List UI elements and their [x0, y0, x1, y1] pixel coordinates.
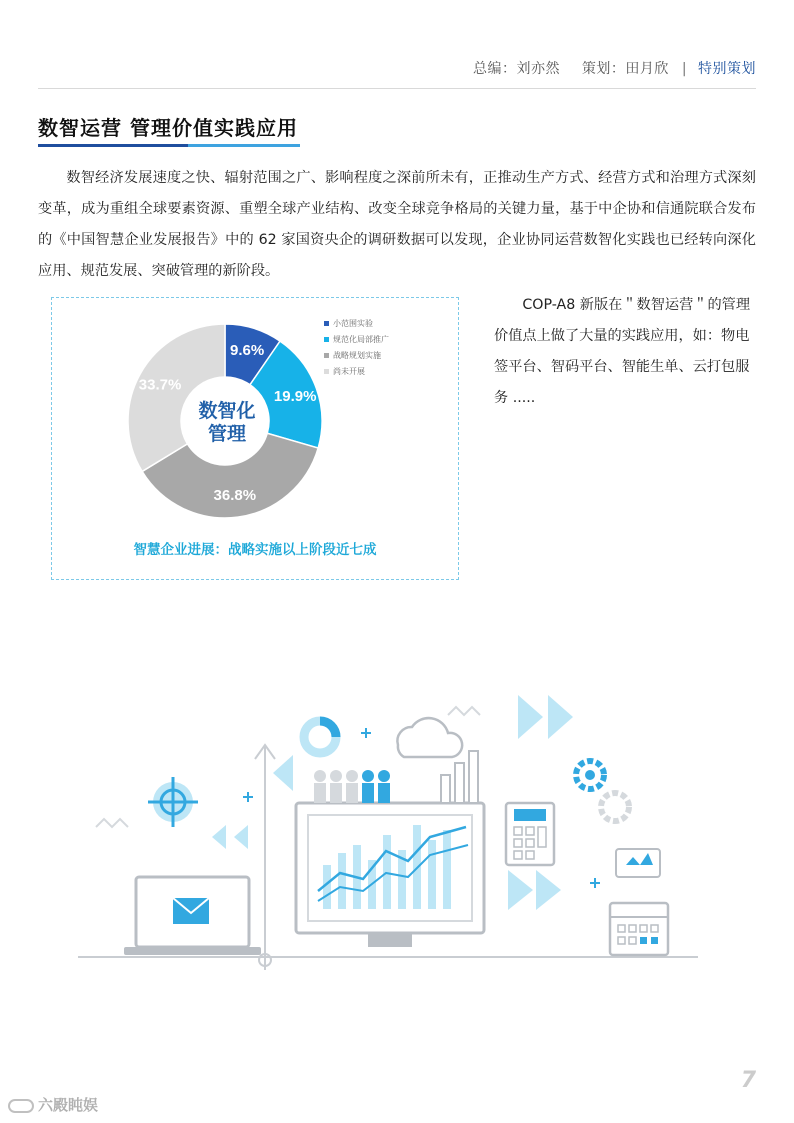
legend-label: 尚未开展 [333, 367, 365, 376]
legend-item [324, 364, 389, 380]
chart-legend [324, 316, 389, 380]
section-name: 特别策划 [698, 61, 756, 77]
page-number: 7 [740, 1068, 756, 1093]
legend-label: 小范围实验 [333, 319, 373, 328]
legend-swatch [324, 369, 329, 374]
title-underline [38, 144, 300, 147]
slice-label-0: 9.6% [230, 341, 265, 359]
data-analytics-illustration [78, 685, 708, 985]
legend-label: 规范化局部推广 [333, 335, 389, 344]
watermark-text: 六殿盹娱 [38, 1096, 99, 1114]
legend-item [324, 348, 389, 364]
slice-label-2: 36.8% [213, 486, 257, 504]
slice-label-1: 19.9% [273, 387, 317, 405]
watermark-logo-icon [8, 1099, 34, 1113]
article-title: 数智运营 管理价值实践应用 [38, 116, 298, 140]
header-separator: | [681, 61, 688, 77]
watermark [8, 1094, 98, 1115]
chart-center-label [186, 400, 268, 446]
center-label-line: 数智化 [198, 400, 256, 422]
chart-caption: 智慧企业进展：战略实施以上阶段近七成 [133, 542, 377, 558]
slice-label-3: 33.7% [138, 376, 182, 394]
legend-swatch [324, 321, 329, 326]
legend-label: 战略规划实施 [333, 351, 381, 360]
side-paragraph: COP-A8 新版在＂数智运营＂的管理价值点上做了大量的实践应用，如：物电签平台、智码平台、智能生单、云打包服务 ..... [494, 297, 751, 406]
page-header [473, 58, 756, 78]
legend-item [324, 332, 389, 348]
editor-credit: 总编：刘亦然 [472, 61, 560, 77]
header-rule [38, 88, 756, 89]
center-label-line: 管理 [207, 423, 246, 445]
legend-swatch [324, 337, 329, 342]
planner-credit: 策划：田月欣 [581, 61, 669, 77]
intro-paragraph: 数智经济发展速度之快、辐射范围之广、影响程度之深前所未有，正推动生产方式、经营方式和治理方式深刻变革，成为重组全球要素资源、重塑全球产业结构、改变全球竞争格局的关键力量，基于中企协和信通院联合发布的《中国智慧企业发展报告》中的 62 家国资央企的调研数据可以发现，企业协同运营数智化实践也已经转向深化应用、规范发展、突破管理的新阶段。 [38, 170, 756, 279]
legend-item [324, 316, 389, 332]
legend-swatch [324, 353, 329, 358]
